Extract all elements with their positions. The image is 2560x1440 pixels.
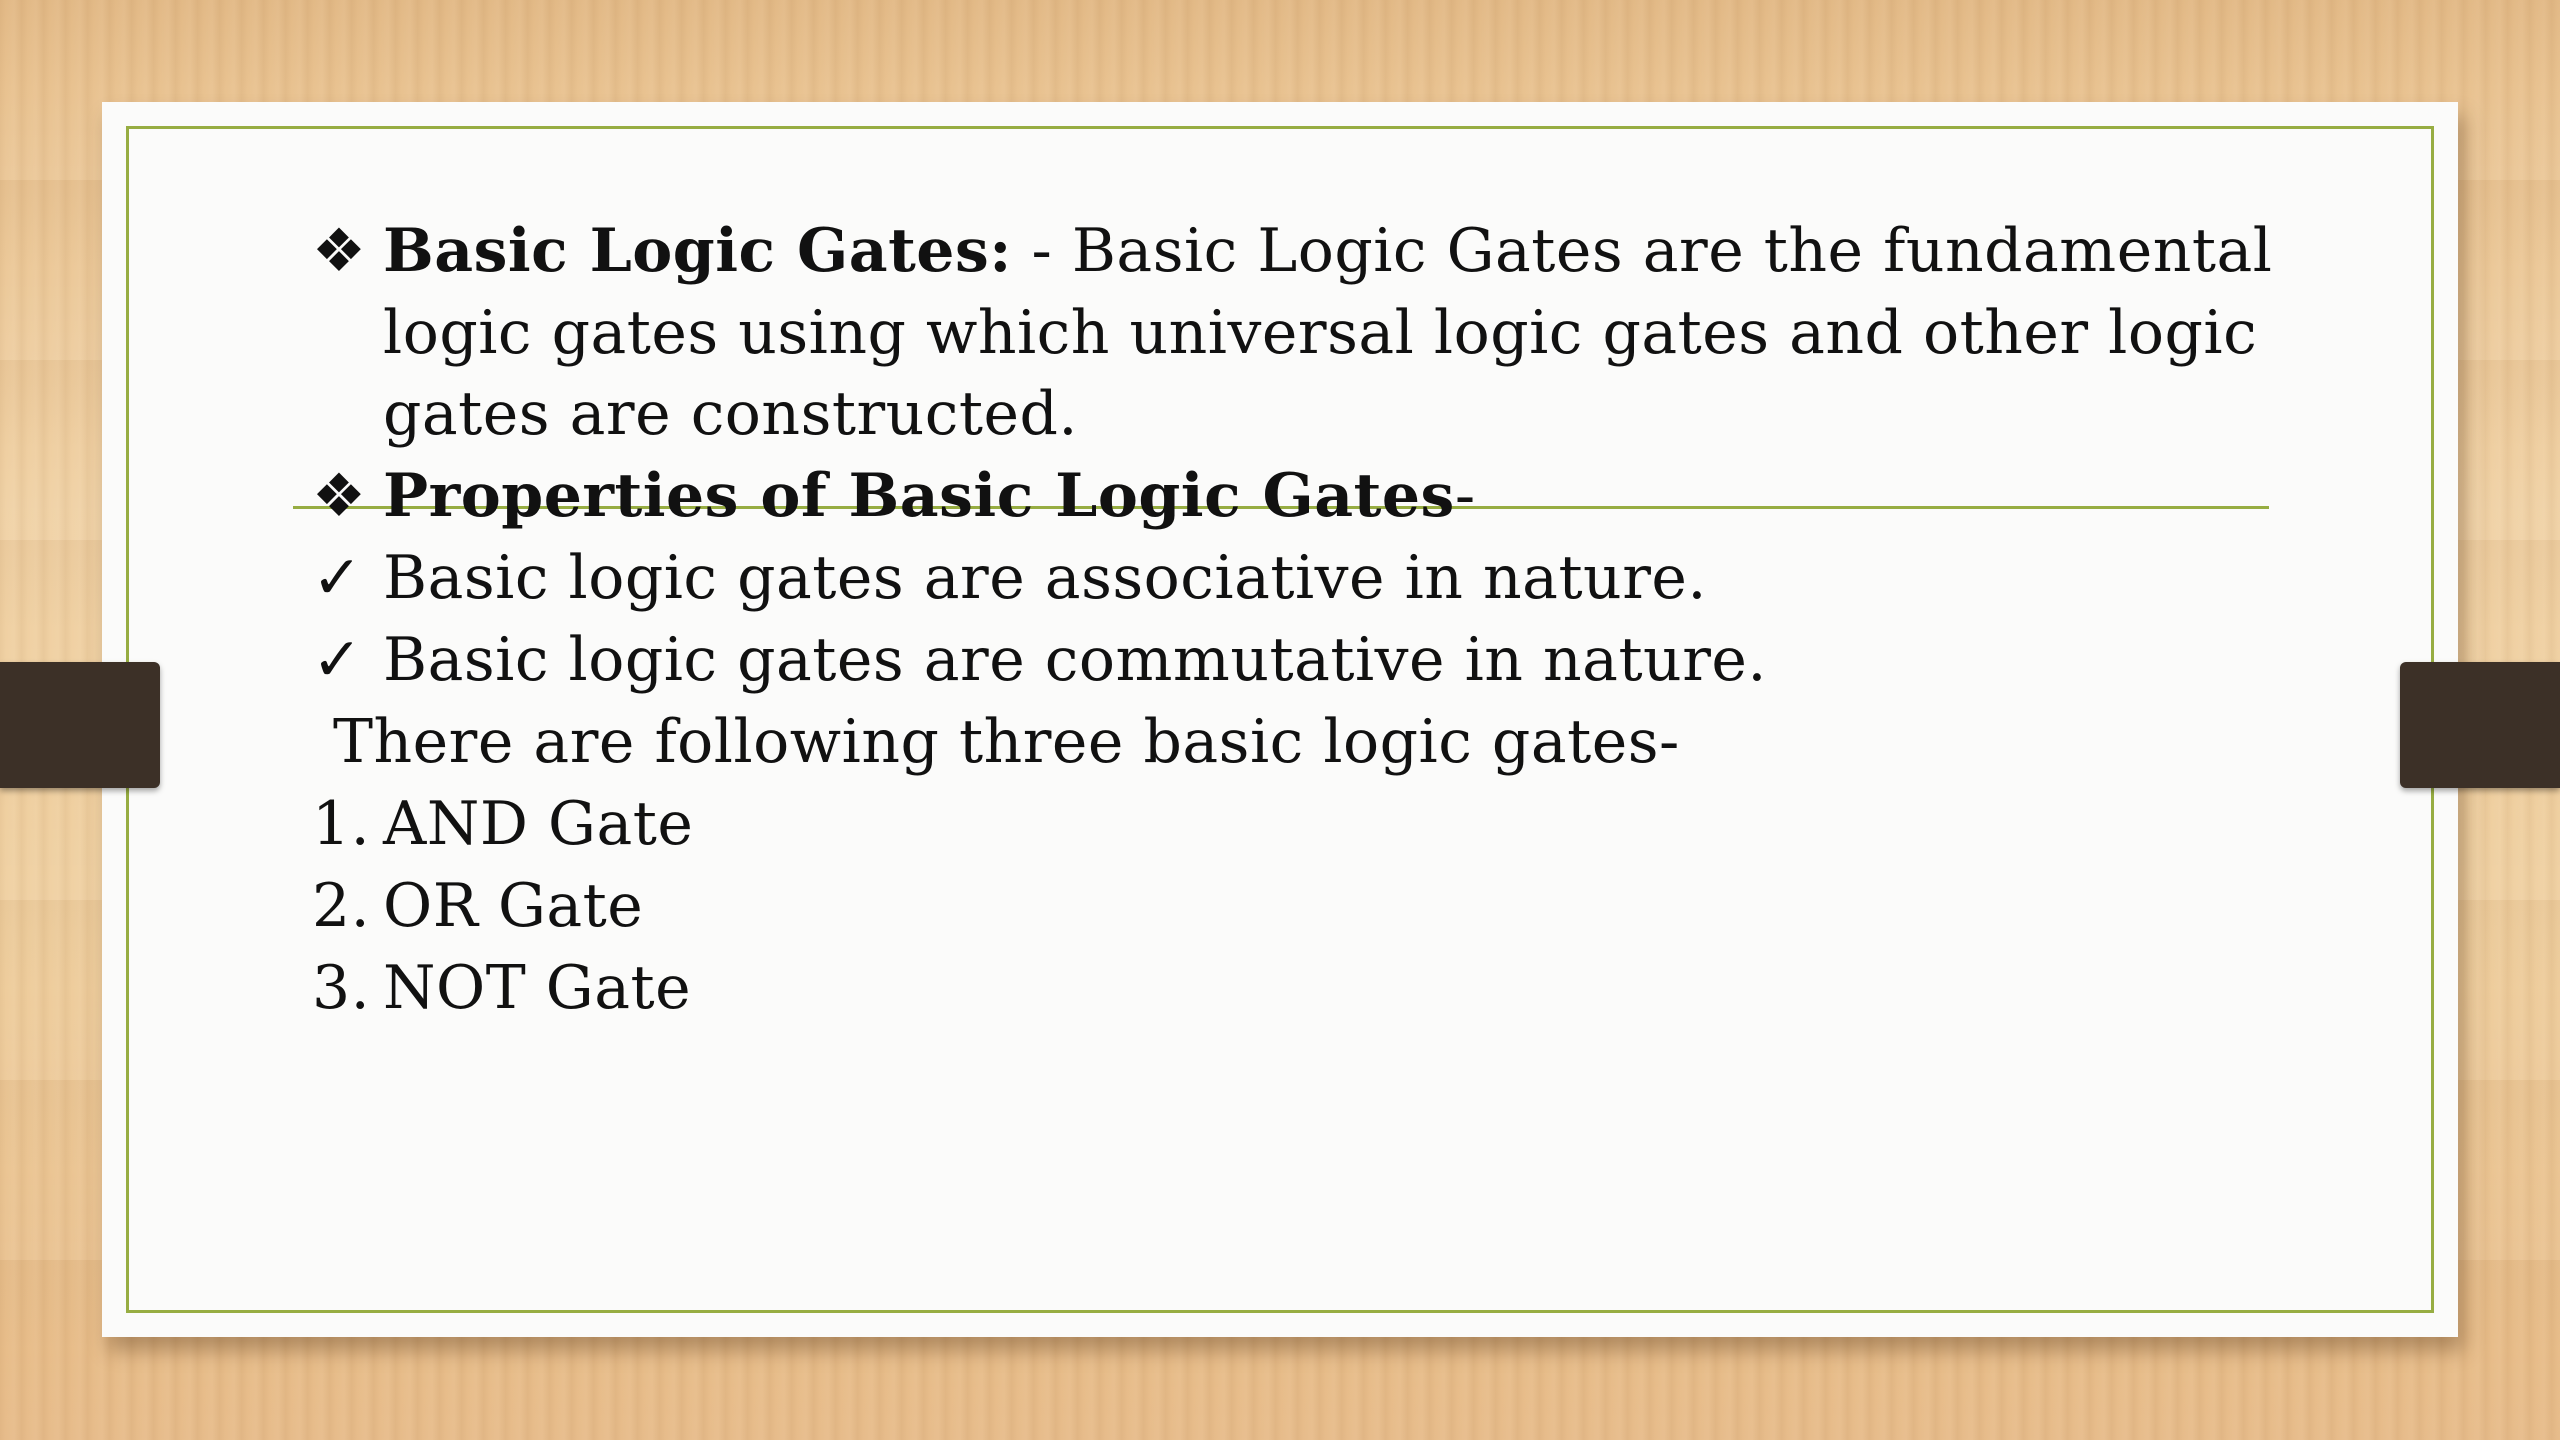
property-item-text: Basic logic gates are commutative in nature. xyxy=(383,625,1767,695)
property-item-text: Basic logic gates are associative in nature. xyxy=(383,543,1707,613)
gate-label: AND Gate xyxy=(383,789,694,859)
list-number: 3. xyxy=(312,953,371,1023)
properties-heading-suffix: - xyxy=(1454,461,1476,531)
list-number: 2. xyxy=(312,871,371,941)
list-number: 1. xyxy=(312,789,371,859)
intro-definition-line-3: gates are constructed. xyxy=(383,379,1078,449)
gate-label: OR Gate xyxy=(383,871,644,941)
gate-types-intro: There are following three basic logic gates- xyxy=(333,707,1680,777)
intro-definition-line-2: logic gates using which universal logic gates and other logic xyxy=(383,298,2258,368)
diamond-bullet-icon: ❖ xyxy=(312,461,367,531)
gate-label: NOT Gate xyxy=(383,953,692,1023)
intro-term: Basic Logic Gates: xyxy=(383,216,1012,286)
checkmark-icon: ✓ xyxy=(312,625,363,695)
checkmark-icon: ✓ xyxy=(312,543,363,613)
properties-heading: Properties of Basic Logic Gates xyxy=(383,461,1455,531)
intro-separator: - xyxy=(1011,216,1072,286)
intro-definition-line-1: Basic Logic Gates are the fundamental xyxy=(1071,216,2273,286)
diamond-bullet-icon: ❖ xyxy=(312,216,367,286)
